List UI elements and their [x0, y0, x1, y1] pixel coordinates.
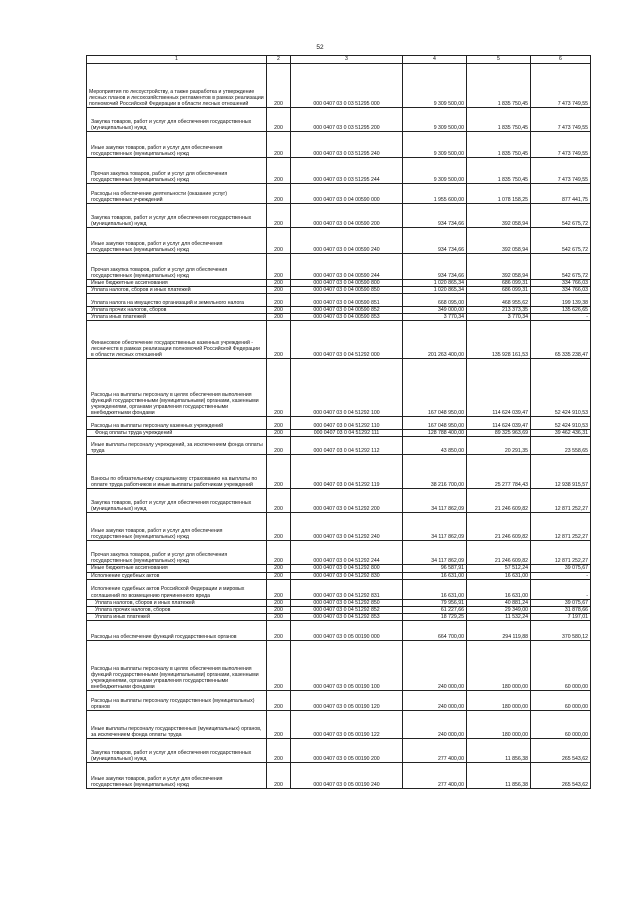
- table-row: [87, 417, 591, 430]
- row-line-code-cell: 200: [267, 572, 291, 579]
- row-line-code-cell: 200: [267, 710, 291, 738]
- row-line-code-cell: 200: [267, 321, 291, 359]
- table-row: [87, 204, 591, 228]
- row-line-code-cell: 200: [267, 417, 291, 430]
- row-executed-cell: 1 835 750,45: [467, 64, 531, 108]
- table-row: [87, 280, 591, 287]
- row-approved-cell: 664 700,00: [403, 620, 467, 640]
- row-executed-cell: 180 000,00: [467, 710, 531, 738]
- row-line-code-cell: 200: [267, 280, 291, 287]
- row-line-code-cell: 200: [267, 314, 291, 321]
- row-executed-cell: 21 246 609,82: [467, 513, 531, 541]
- table-row: [87, 254, 591, 280]
- row-unexecuted-cell: 39 075,67: [531, 599, 591, 606]
- row-name-cell: Уплата налога на имущество организаций и земельного налога: [87, 294, 267, 307]
- table-row: [87, 762, 591, 788]
- row-budget-code-cell: 000 0407 03 0 05 00190 000: [291, 620, 403, 640]
- row-name-cell: Иные бюджетные ассигнования: [87, 565, 267, 572]
- row-unexecuted-cell: 52 424 910,53: [531, 359, 591, 417]
- table-row: [87, 489, 591, 513]
- row-executed-cell: 1 835 750,45: [467, 108, 531, 132]
- table-row: [87, 359, 591, 417]
- table-row: [87, 541, 591, 565]
- row-unexecuted-cell: 52 424 910,53: [531, 417, 591, 430]
- row-line-code-cell: 200: [267, 690, 291, 710]
- row-name-cell: Расходы на выплаты персоналу государственных (муниципальных) органов: [87, 690, 267, 710]
- row-unexecuted-cell: 39 462 436,31: [531, 430, 591, 437]
- row-line-code-cell: 200: [267, 579, 291, 599]
- row-line-code-cell: 200: [267, 287, 291, 294]
- row-executed-cell: 16 631,00: [467, 572, 531, 579]
- table-row: [87, 228, 591, 254]
- row-executed-cell: 11 856,38: [467, 738, 531, 762]
- row-unexecuted-cell: 370 580,12: [531, 620, 591, 640]
- row-budget-code-cell: 000 0407 03 0 04 00590 000: [291, 184, 403, 204]
- row-budget-code-cell: 000 0407 03 0 04 00590 800: [291, 280, 403, 287]
- row-approved-cell: 349 000,00: [403, 307, 467, 314]
- row-unexecuted-cell: 334 766,03: [531, 287, 591, 294]
- table-body: [87, 64, 591, 789]
- row-name-cell: Иные закупки товаров, работ и услуг для обеспечения государственных (муниципальных) нужд: [87, 513, 267, 541]
- row-budget-code-cell: 000 0407 03 0 04 51292 850: [291, 599, 403, 606]
- row-executed-cell: 20 291,35: [467, 437, 531, 455]
- row-budget-code-cell: 000 0407 03 0 04 51292 112: [291, 437, 403, 455]
- row-name-cell: Расходы на обеспечение функций государственных органов: [87, 620, 267, 640]
- row-line-code-cell: 200: [267, 437, 291, 455]
- row-approved-cell: 16 631,00: [403, 572, 467, 579]
- row-budget-code-cell: 000 0407 03 0 04 51292 119: [291, 455, 403, 489]
- row-line-code-cell: 200: [267, 64, 291, 108]
- table-row: [87, 132, 591, 158]
- row-approved-cell: 16 631,00: [403, 579, 467, 599]
- row-executed-cell: 213 373,35: [467, 307, 531, 314]
- row-budget-code-cell: 000 0407 03 0 05 00190 122: [291, 710, 403, 738]
- header-cell-1: 1: [87, 56, 267, 64]
- table-row: [87, 620, 591, 640]
- row-name-cell: Расходы на выплаты персоналу в целях обеспечения выполнения функций государственными (муниципальными) органами, казенными учреждениями, органами управления государственными внебюджетными фондами: [87, 640, 267, 690]
- row-unexecuted-cell: 60 000,00: [531, 690, 591, 710]
- row-approved-cell: 34 117 862,09: [403, 513, 467, 541]
- row-budget-code-cell: 000 0407 03 0 04 51292 100: [291, 359, 403, 417]
- table-row: [87, 613, 591, 620]
- row-line-code-cell: 200: [267, 158, 291, 184]
- row-approved-cell: 9 309 500,00: [403, 108, 467, 132]
- row-line-code-cell: 200: [267, 430, 291, 437]
- table-row: [87, 437, 591, 455]
- row-name-cell: Иные выплаты персоналу учреждений, за исключением фонда оплаты труда: [87, 437, 267, 455]
- row-budget-code-cell: 000 0407 03 0 04 51292 852: [291, 606, 403, 613]
- row-approved-cell: 240 000,00: [403, 690, 467, 710]
- row-approved-cell: 9 309 500,00: [403, 158, 467, 184]
- table-row: [87, 640, 591, 690]
- header-cell-4: 4: [403, 56, 467, 64]
- row-budget-code-cell: 000 0407 03 0 04 00590 200: [291, 204, 403, 228]
- row-name-cell: Расходы на обеспечение деятельности (оказание услуг) государственных учреждений: [87, 184, 267, 204]
- row-unexecuted-cell: 60 000,00: [531, 710, 591, 738]
- row-unexecuted-cell: 12 938 915,57: [531, 455, 591, 489]
- row-unexecuted-cell: 199 139,38: [531, 294, 591, 307]
- row-approved-cell: 18 729,25: [403, 613, 467, 620]
- row-name-cell: Прочая закупка товаров, работ и услуг для обеспечения государственных (муниципальных) нужд: [87, 254, 267, 280]
- row-name-cell: Иные закупки товаров, работ и услуг для обеспечения государственных (муниципальных) нужд: [87, 762, 267, 788]
- row-name-cell: Исполнение судебных актов Российской Федерации и мировых соглашений по возмещению причиненного вреда: [87, 579, 267, 599]
- row-line-code-cell: 200: [267, 513, 291, 541]
- header-cell-3: 3: [291, 56, 403, 64]
- row-executed-cell: 114 624 039,47: [467, 359, 531, 417]
- row-executed-cell: 1 835 750,45: [467, 132, 531, 158]
- row-name-cell: Закупка товаров, работ и услуг для обеспечения государственных (муниципальных) нужд: [87, 204, 267, 228]
- budget-table: [86, 55, 591, 789]
- row-unexecuted-cell: 65 335 238,47: [531, 321, 591, 359]
- row-line-code-cell: 200: [267, 108, 291, 132]
- row-budget-code-cell: 000 0407 03 0 04 51292 200: [291, 489, 403, 513]
- row-approved-cell: 277 400,00: [403, 762, 467, 788]
- row-budget-code-cell: 000 0407 03 0 04 51292 800: [291, 565, 403, 572]
- row-approved-cell: 61 227,66: [403, 606, 467, 613]
- table-row: [87, 565, 591, 572]
- row-approved-cell: 9 309 500,00: [403, 132, 467, 158]
- row-name-cell: Иные закупки товаров, работ и услуг для обеспечения государственных (муниципальных) нужд: [87, 228, 267, 254]
- row-approved-cell: 934 734,66: [403, 254, 467, 280]
- row-unexecuted-cell: 12 871 252,27: [531, 541, 591, 565]
- row-unexecuted-cell: 60 000,00: [531, 640, 591, 690]
- row-unexecuted-cell: 542 675,72: [531, 254, 591, 280]
- table-row: [87, 738, 591, 762]
- row-name-cell: Расходы на выплаты персоналу в целях обеспечения выполнения функций государственными (муниципальными) органами, казенными учреждениями, органами управления государственными внебюджетными фондами: [87, 359, 267, 417]
- row-unexecuted-cell: 7 473 749,55: [531, 108, 591, 132]
- row-line-code-cell: 200: [267, 489, 291, 513]
- row-line-code-cell: 200: [267, 307, 291, 314]
- row-budget-code-cell: 000 0407 03 0 04 51292 240: [291, 513, 403, 541]
- row-name-cell: Исполнение судебных актов: [87, 572, 267, 579]
- table-row: [87, 513, 591, 541]
- row-budget-code-cell: 000 0407 03 0 04 51292 830: [291, 572, 403, 579]
- row-unexecuted-cell: 265 543,62: [531, 738, 591, 762]
- row-executed-cell: 21 246 609,82: [467, 541, 531, 565]
- row-approved-cell: 167 048 950,00: [403, 359, 467, 417]
- row-name-cell: Уплата прочих налогов, сборов: [87, 307, 267, 314]
- row-unexecuted-cell: 31 878,66: [531, 606, 591, 613]
- row-executed-cell: 392 058,94: [467, 254, 531, 280]
- row-executed-cell: 114 624 039,47: [467, 417, 531, 430]
- row-name-cell: Уплата прочих налогов, сборов: [87, 606, 267, 613]
- row-budget-code-cell: 000 0407 03 0 04 51292 831: [291, 579, 403, 599]
- row-unexecuted-cell: 334 766,03: [531, 280, 591, 287]
- row-executed-cell: 21 246 609,82: [467, 489, 531, 513]
- row-approved-cell: 38 216 700,00: [403, 455, 467, 489]
- row-budget-code-cell: 000 0407 03 0 05 00190 120: [291, 690, 403, 710]
- row-unexecuted-cell: -: [531, 314, 591, 321]
- row-unexecuted-cell: 23 558,65: [531, 437, 591, 455]
- row-executed-cell: 468 955,62: [467, 294, 531, 307]
- table-row: [87, 307, 591, 314]
- row-executed-cell: 25 277 784,43: [467, 455, 531, 489]
- table-row: [87, 64, 591, 108]
- table-row: [87, 606, 591, 613]
- row-approved-cell: 128 788 400,00: [403, 430, 467, 437]
- row-budget-code-cell: 000 0407 03 0 04 00590 240: [291, 228, 403, 254]
- row-budget-code-cell: 000 0407 03 0 05 00190 100: [291, 640, 403, 690]
- row-unexecuted-cell: 542 675,72: [531, 204, 591, 228]
- row-name-cell: Прочая закупка товаров, работ и услуг для обеспечения государственных (муниципальных) нужд: [87, 541, 267, 565]
- row-executed-cell: 686 099,31: [467, 287, 531, 294]
- row-name-cell: Иные закупки товаров, работ и услуг для обеспечения государственных (муниципальных) нужд: [87, 132, 267, 158]
- row-unexecuted-cell: 7 197,01: [531, 613, 591, 620]
- table-row: [87, 108, 591, 132]
- row-budget-code-cell: 000 0407 03 0 05 00190 240: [291, 762, 403, 788]
- row-name-cell: Иные бюджетные ассигнования: [87, 280, 267, 287]
- row-executed-cell: 294 119,88: [467, 620, 531, 640]
- row-budget-code-cell: 000 0407 03 0 04 00590 852: [291, 307, 403, 314]
- row-executed-cell: 11 856,38: [467, 762, 531, 788]
- row-budget-code-cell: 000 0407 03 0 04 51292 111: [291, 430, 403, 437]
- row-unexecuted-cell: 12 871 252,27: [531, 489, 591, 513]
- row-line-code-cell: 200: [267, 565, 291, 572]
- row-line-code-cell: 200: [267, 204, 291, 228]
- row-line-code-cell: 200: [267, 613, 291, 620]
- row-approved-cell: 240 000,00: [403, 640, 467, 690]
- table-row: [87, 430, 591, 437]
- row-unexecuted-cell: -: [531, 572, 591, 579]
- row-unexecuted-cell: 135 626,65: [531, 307, 591, 314]
- row-approved-cell: 34 117 862,09: [403, 489, 467, 513]
- row-budget-code-cell: 000 0407 03 0 04 00590 850: [291, 287, 403, 294]
- row-approved-cell: 201 263 400,00: [403, 321, 467, 359]
- row-budget-code-cell: 000 0407 03 0 03 51295 200: [291, 108, 403, 132]
- row-name-cell: Уплата иных платежей: [87, 613, 267, 620]
- row-executed-cell: 180 000,00: [467, 640, 531, 690]
- row-executed-cell: 89 325 963,69: [467, 430, 531, 437]
- row-approved-cell: 934 734,66: [403, 204, 467, 228]
- row-unexecuted-cell: 12 871 252,27: [531, 513, 591, 541]
- row-approved-cell: 277 400,00: [403, 738, 467, 762]
- row-executed-cell: 686 099,31: [467, 280, 531, 287]
- row-approved-cell: 1 955 600,00: [403, 184, 467, 204]
- row-approved-cell: 43 850,00: [403, 437, 467, 455]
- row-budget-code-cell: 000 0407 03 0 04 51292 853: [291, 613, 403, 620]
- row-line-code-cell: 200: [267, 132, 291, 158]
- row-name-cell: Расходы на выплаты персоналу казенных учреждений: [87, 417, 267, 430]
- row-name-cell: Закупка товаров, работ и услуг для обеспечения государственных (муниципальных) нужд: [87, 738, 267, 762]
- table-row: [87, 710, 591, 738]
- row-line-code-cell: 200: [267, 184, 291, 204]
- row-name-cell: Уплата налогов, сборов и иных платежей: [87, 287, 267, 294]
- row-line-code-cell: 200: [267, 254, 291, 280]
- row-line-code-cell: 200: [267, 620, 291, 640]
- table-header-row: [87, 56, 591, 64]
- row-unexecuted-cell: 7 473 749,55: [531, 64, 591, 108]
- row-approved-cell: 96 587,91: [403, 565, 467, 572]
- row-name-cell: Уплата иных платежей: [87, 314, 267, 321]
- row-line-code-cell: 200: [267, 228, 291, 254]
- row-budget-code-cell: 000 0407 03 0 04 00590 244: [291, 254, 403, 280]
- row-approved-cell: 1 020 865,34: [403, 280, 467, 287]
- row-line-code-cell: 200: [267, 640, 291, 690]
- table-row: [87, 455, 591, 489]
- row-line-code-cell: 200: [267, 541, 291, 565]
- row-name-cell: Иные выплаты персоналу государственных (муниципальных) органов, за исключением фонда оплаты труда: [87, 710, 267, 738]
- row-budget-code-cell: 000 0407 03 0 03 51295 244: [291, 158, 403, 184]
- table-row: [87, 158, 591, 184]
- row-unexecuted-cell: -: [531, 579, 591, 599]
- row-line-code-cell: 200: [267, 599, 291, 606]
- table-row: [87, 599, 591, 606]
- table-row: [87, 287, 591, 294]
- row-budget-code-cell: 000 0407 03 0 03 51295 000: [291, 64, 403, 108]
- row-approved-cell: 668 095,00: [403, 294, 467, 307]
- row-name-cell: Прочая закупка товаров, работ и услуг для обеспечения государственных (муниципальных) нужд: [87, 158, 267, 184]
- row-unexecuted-cell: 7 473 749,55: [531, 158, 591, 184]
- row-budget-code-cell: 000 0407 03 0 04 51292 110: [291, 417, 403, 430]
- row-approved-cell: 79 956,91: [403, 599, 467, 606]
- table-row: [87, 184, 591, 204]
- row-line-code-cell: 200: [267, 455, 291, 489]
- row-unexecuted-cell: 265 543,62: [531, 762, 591, 788]
- row-budget-code-cell: 000 0407 03 0 03 51295 240: [291, 132, 403, 158]
- row-executed-cell: 180 000,00: [467, 690, 531, 710]
- row-executed-cell: 16 631,00: [467, 579, 531, 599]
- row-line-code-cell: 200: [267, 294, 291, 307]
- row-line-code-cell: 200: [267, 762, 291, 788]
- row-unexecuted-cell: 877 441,75: [531, 184, 591, 204]
- row-executed-cell: 57 512,24: [467, 565, 531, 572]
- header-cell-6: 6: [531, 56, 591, 64]
- row-executed-cell: 1 835 750,45: [467, 158, 531, 184]
- table-row: [87, 579, 591, 599]
- table-row: [87, 314, 591, 321]
- row-approved-cell: 240 000,00: [403, 710, 467, 738]
- row-name-cell: Взносы по обязательному социальному страхованию на выплаты по оплате труда работников и иные выплаты работникам учреждений: [87, 455, 267, 489]
- row-budget-code-cell: 000 0407 03 0 05 00190 200: [291, 738, 403, 762]
- row-budget-code-cell: 000 0407 03 0 04 00590 851: [291, 294, 403, 307]
- row-executed-cell: 392 058,94: [467, 228, 531, 254]
- row-approved-cell: 1 020 865,34: [403, 287, 467, 294]
- row-name-cell: Фонд оплаты труда учреждений: [87, 430, 267, 437]
- row-executed-cell: 40 881,24: [467, 599, 531, 606]
- row-approved-cell: 934 734,66: [403, 228, 467, 254]
- page-number: 52: [316, 44, 324, 51]
- row-name-cell: Мероприятия по лесоустройству, а также разработка и утверждение лесных планов и лесохозяйственных регламентов в рамках реализации полномочий Российской Федерации в области лесных отношений: [87, 64, 267, 108]
- header-cell-2: 2: [267, 56, 291, 64]
- row-budget-code-cell: 000 0407 03 0 04 51292 000: [291, 321, 403, 359]
- row-approved-cell: 167 048 950,00: [403, 417, 467, 430]
- table-row: [87, 294, 591, 307]
- header-cell-5: 5: [467, 56, 531, 64]
- row-line-code-cell: 200: [267, 359, 291, 417]
- row-line-code-cell: 200: [267, 738, 291, 762]
- row-approved-cell: 3 770,34: [403, 314, 467, 321]
- row-approved-cell: 34 117 862,09: [403, 541, 467, 565]
- row-executed-cell: 3 770,34: [467, 314, 531, 321]
- row-budget-code-cell: 000 0407 03 0 04 51292 244: [291, 541, 403, 565]
- row-name-cell: Финансовое обеспечение государственных казенных учреждений - лесничеств в рамках реализации полномочий Российской Федерации в области лесных отношений: [87, 321, 267, 359]
- row-name-cell: Закупка товаров, работ и услуг для обеспечения государственных (муниципальных) нужд: [87, 108, 267, 132]
- table-row: [87, 690, 591, 710]
- row-budget-code-cell: 000 0407 03 0 04 00590 853: [291, 314, 403, 321]
- row-executed-cell: 392 058,94: [467, 204, 531, 228]
- row-unexecuted-cell: 7 473 749,55: [531, 132, 591, 158]
- row-executed-cell: 29 349,00: [467, 606, 531, 613]
- row-executed-cell: 135 928 161,53: [467, 321, 531, 359]
- table-row: [87, 572, 591, 579]
- row-name-cell: Уплата налогов, сборов и иных платежей: [87, 599, 267, 606]
- table-row: [87, 321, 591, 359]
- row-executed-cell: 1 078 158,25: [467, 184, 531, 204]
- row-executed-cell: 11 532,24: [467, 613, 531, 620]
- row-line-code-cell: 200: [267, 606, 291, 613]
- row-unexecuted-cell: 39 075,67: [531, 565, 591, 572]
- row-unexecuted-cell: 542 675,72: [531, 228, 591, 254]
- row-approved-cell: 9 309 500,00: [403, 64, 467, 108]
- row-name-cell: Закупка товаров, работ и услуг для обеспечения государственных (муниципальных) нужд: [87, 489, 267, 513]
